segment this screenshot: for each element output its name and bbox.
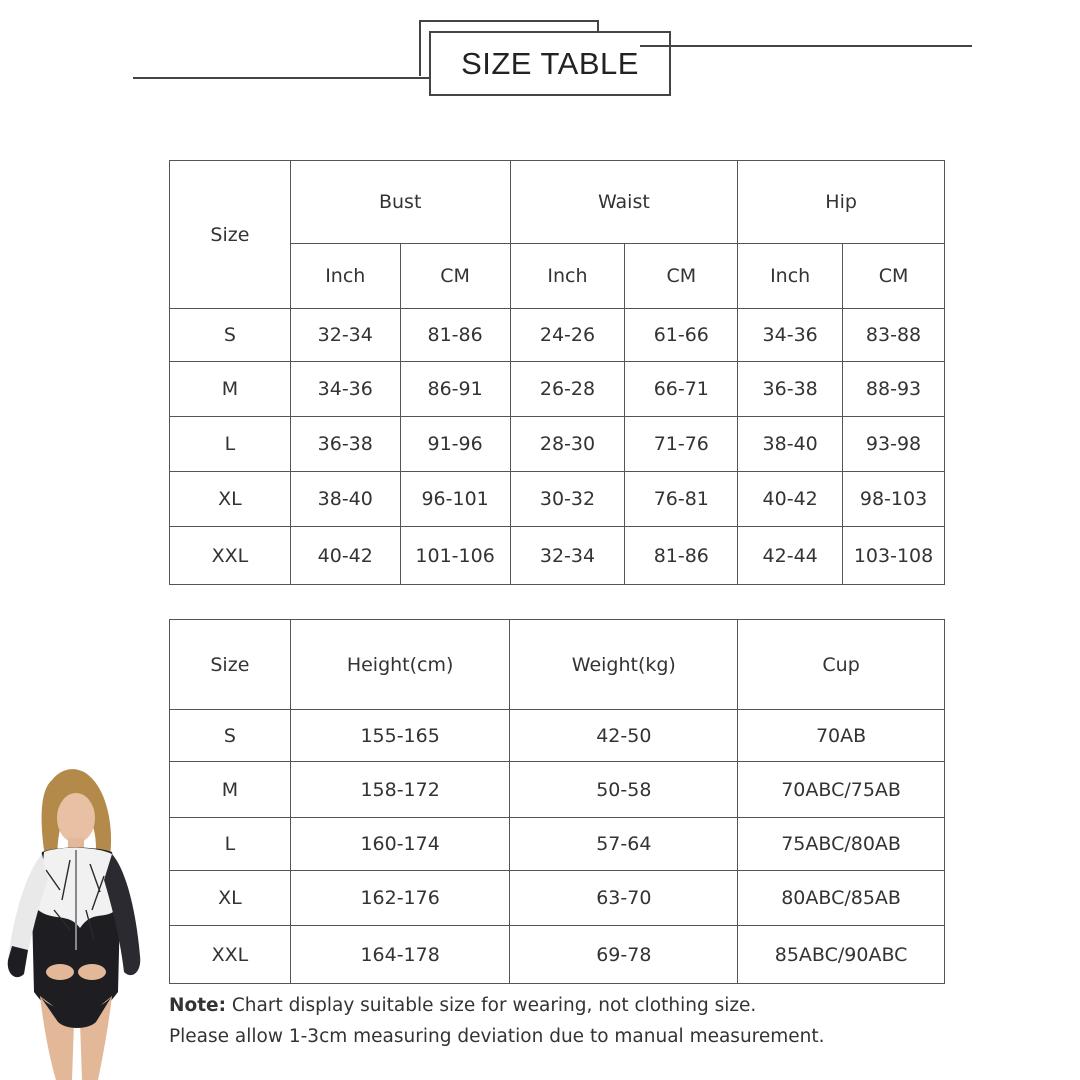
height-cell: 162-176 [290,871,510,926]
unit-header: Inch [290,244,400,309]
table-cell: 34-36 [738,309,843,362]
model-photo [0,760,150,1080]
table-cell: 86-91 [400,362,510,417]
table-cell: 32-34 [510,527,625,585]
waist-header: Waist [510,161,738,244]
table-cell: 66-71 [625,362,738,417]
table-cell: 81-86 [400,309,510,362]
table-cell: 36-38 [290,417,400,472]
unit-header: CM [400,244,510,309]
cup-cell: 75ABC/80AB [738,818,945,871]
table-cell: 24-26 [510,309,625,362]
table-header-row [170,161,945,244]
size-cell: S [170,309,291,362]
size-cell: XXL [170,926,291,984]
cup-cell: 80ABC/85AB [738,871,945,926]
height-cell: 158-172 [290,762,510,818]
table-cell: 91-96 [400,417,510,472]
table-cell: 32-34 [290,309,400,362]
weight-cell: 42-50 [510,710,738,762]
table-row [170,362,945,417]
table-cell: 103-108 [843,527,945,585]
cup-cell: 85ABC/90ABC [738,926,945,984]
height-cell: 160-174 [290,818,510,871]
table-cell: 40-42 [738,472,843,527]
table-cell: 36-38 [738,362,843,417]
table-row [170,472,945,527]
weight-header: Weight(kg) [510,620,738,710]
table-cell: 101-106 [400,527,510,585]
title-line-right [640,45,972,47]
title-decoration [0,0,1080,110]
table-cell: 30-32 [510,472,625,527]
table-row [170,762,945,818]
table-cell: 76-81 [625,472,738,527]
unit-header: Inch [510,244,625,309]
weight-cell: 63-70 [510,871,738,926]
table-header-row [170,620,945,710]
unit-header: CM [625,244,738,309]
size-header: Size [170,620,291,710]
title-line-left [133,77,463,79]
weight-cell: 57-64 [510,818,738,871]
size-cell: S [170,710,291,762]
height-cell: 164-178 [290,926,510,984]
table-cell: 83-88 [843,309,945,362]
table-cell: 40-42 [290,527,400,585]
size-header: Size [170,161,291,309]
table-row [170,527,945,585]
size-cell: XL [170,871,291,926]
table-cell: 34-36 [290,362,400,417]
note-line-1 [169,995,756,1016]
table-cell: 96-101 [400,472,510,527]
page-title: SIZE TABLE [461,45,639,81]
table-row [170,710,945,762]
hip-header: Hip [738,161,945,244]
table-cell: 98-103 [843,472,945,527]
unit-header: Inch [738,244,843,309]
weight-cell: 50-58 [510,762,738,818]
note-label: Note: [169,995,226,1016]
table-row [170,871,945,926]
table-cell: 88-93 [843,362,945,417]
table-cell: 26-28 [510,362,625,417]
table-cell: 38-40 [738,417,843,472]
measurement-table [169,160,945,585]
table-cell: 81-86 [625,527,738,585]
table-row [170,309,945,362]
table-cell: 61-66 [625,309,738,362]
table-cell: 71-76 [625,417,738,472]
cup-cell: 70AB [738,710,945,762]
height-header: Height(cm) [290,620,510,710]
cup-header: Cup [738,620,945,710]
note-text-1: Chart display suitable size for wearing, not clothing size. [225,995,757,1016]
table-cell: 28-30 [510,417,625,472]
table-cell: 38-40 [290,472,400,527]
height-cell: 155-165 [290,710,510,762]
weight-cell: 69-78 [510,926,738,984]
table-row [170,926,945,984]
note-line-2: Please allow 1-3cm measuring deviation due to manual measurement. [169,1026,825,1047]
table-row [170,417,945,472]
cup-cell: 70ABC/75AB [738,762,945,818]
table-cell: 93-98 [843,417,945,472]
size-cell: L [170,818,291,871]
unit-header: CM [843,244,945,309]
bust-header: Bust [290,161,510,244]
table-row [170,818,945,871]
size-cell: M [170,362,291,417]
table-cell: 42-44 [738,527,843,585]
fit-table [169,619,945,984]
size-cell: L [170,417,291,472]
size-cell: XL [170,472,291,527]
size-cell: XXL [170,527,291,585]
size-cell: M [170,762,291,818]
